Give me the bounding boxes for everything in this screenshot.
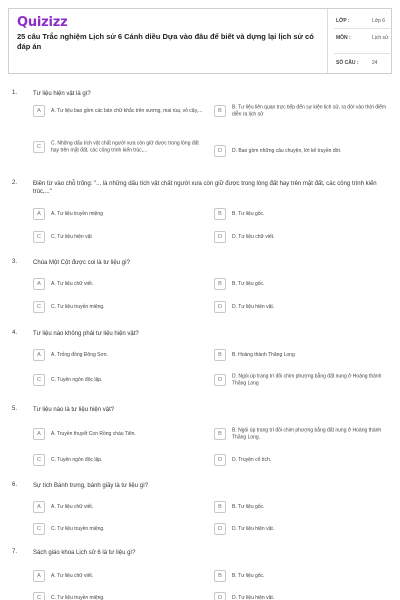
option-letter-box: B: [214, 428, 226, 440]
question-number: 1.: [12, 90, 18, 96]
answer-option-b[interactable]: [214, 207, 388, 221]
option-text: B. Tư liệu gốc.: [232, 572, 265, 579]
option-letter-box: C: [33, 592, 45, 600]
option-text: C. Tư liệu truyền miệng.: [51, 525, 105, 532]
count-value: 24: [372, 60, 378, 66]
option-letter-box: B: [214, 105, 226, 117]
option-letter-box: B: [214, 278, 226, 290]
option-text: B. Tư liệu gốc.: [232, 280, 265, 287]
answer-option-a[interactable]: [33, 427, 207, 441]
question-number: 3.: [12, 259, 18, 265]
question-number: 2.: [12, 180, 18, 186]
option-text: B. Tư liệu liên quan trực tiếp đến sự kiện lịch sử, ra đời vào thời điểm diễn ra lịch sử: [232, 104, 387, 117]
answer-option-b[interactable]: [214, 348, 388, 362]
option-letter-box: B: [214, 570, 226, 582]
option-letter-box: C: [33, 231, 45, 243]
option-letter-box: B: [214, 501, 226, 513]
worksheet-title: 25 câu Trắc nghiệm Lịch sử 6 Cánh diều Dựa vào đâu để biết và dựng lại lịch sử có đáp án: [17, 32, 314, 51]
option-letter-box: A: [33, 208, 45, 220]
option-letter-box: D: [214, 301, 226, 313]
answer-option-d[interactable]: [214, 591, 388, 600]
answer-option-b[interactable]: [214, 104, 388, 118]
option-text: D. Tư liệu hiện vật.: [232, 594, 275, 600]
option-text: D. Tư liệu hiện vật.: [232, 303, 275, 310]
answer-option-d[interactable]: [214, 144, 388, 158]
question-number: 6.: [12, 482, 18, 488]
meta-divider: [334, 53, 390, 54]
option-letter-box: C: [33, 374, 45, 386]
option-letter-box: C: [33, 523, 45, 535]
subject-label: MÔN :: [336, 35, 351, 41]
option-text: B. Tư liệu gốc.: [232, 210, 265, 217]
question-text: Tư liệu nào không phải tư liệu hiện vật?: [33, 331, 139, 337]
option-letter-box: A: [33, 278, 45, 290]
option-letter-box: C: [33, 301, 45, 313]
option-text: D. Tư liệu chữ viết.: [232, 233, 275, 240]
option-letter-box: B: [214, 349, 226, 361]
option-letter-box: A: [33, 501, 45, 513]
option-letter-box: C: [33, 454, 45, 466]
option-letter-box: D: [214, 592, 226, 600]
worksheet-header: [8, 8, 392, 74]
answer-option-c[interactable]: [33, 300, 207, 314]
option-text: C. Tư liệu truyền miệng.: [51, 594, 105, 600]
option-text: A. Tư liệu bao gồm các bản chữ khắc trên xương, mai rùa, vỏ cây,...: [51, 107, 203, 114]
answer-option-a[interactable]: [33, 277, 207, 291]
option-letter-box: A: [33, 428, 45, 440]
answer-option-b[interactable]: [214, 500, 388, 514]
option-text: A. Truyền thuyết Con Rồng cháu Tiên.: [51, 430, 136, 437]
option-letter-box: D: [214, 454, 226, 466]
option-text: D. Ngói úp trang trí đôi chim phượng bằng đất nung ở Hoàng thành Thăng Long: [232, 373, 382, 386]
count-label: SỐ CÂU :: [336, 60, 359, 66]
option-text: C. Tư liệu truyền miệng.: [51, 303, 105, 310]
answer-option-a[interactable]: [33, 569, 207, 583]
option-text: A. Trống đồng Đông Sơn.: [51, 351, 108, 358]
answer-option-d[interactable]: [214, 300, 388, 314]
option-letter-box: B: [214, 208, 226, 220]
meta-divider: [334, 28, 390, 29]
answer-option-d[interactable]: [214, 369, 388, 391]
option-text: C. Những dấu tích vật chất người xưa còn giữ được trong lòng đất hay trên mặt đất, các công trình kiến trúc,...: [51, 140, 199, 153]
question-number: 7.: [12, 549, 18, 555]
option-letter-box: D: [214, 523, 226, 535]
option-letter-box: D: [214, 374, 226, 386]
answer-option-c[interactable]: [33, 591, 207, 600]
answer-option-a[interactable]: [33, 348, 207, 362]
option-text: B. Tư liệu gốc.: [232, 503, 265, 510]
grade-value: Lớp 6: [372, 18, 386, 24]
answer-option-d[interactable]: [214, 522, 388, 536]
option-text: A. Tư liệu chữ viết.: [51, 503, 94, 510]
option-text: D. Truyện cổ tích.: [232, 456, 272, 463]
grade-label: LỚP :: [336, 18, 350, 24]
option-text: A. Tư liệu chữ viết.: [51, 280, 94, 287]
option-letter-box: D: [214, 145, 226, 157]
answer-option-d[interactable]: [214, 453, 388, 467]
question-number: 5.: [12, 406, 18, 412]
question-text: Điền từ vào chỗ trống: "... là những dấu tích vật chất người xưa còn giữ được trong lòng đất hay trên mặt đất, các công trình kiến trúc,...": [33, 181, 377, 195]
answer-option-c[interactable]: [33, 230, 207, 244]
option-text: C. Tuyên ngôn độc lập.: [51, 456, 103, 463]
subject-value: Lịch sử: [372, 35, 389, 41]
option-letter-box: C: [33, 141, 45, 153]
option-letter-box: A: [33, 570, 45, 582]
option-text: D. Bao gồm những câu chuyện, lời kể truyền đời.: [232, 147, 342, 154]
answer-option-c[interactable]: [33, 373, 207, 387]
question-text: Tư liệu nào là tư liệu hiện vật?: [33, 407, 115, 413]
option-letter-box: A: [33, 349, 45, 361]
option-text: A. Tư liệu chữ viết.: [51, 572, 94, 579]
option-text: C. Tư liệu hiện vật: [51, 233, 92, 240]
question-text: Sự tích Bánh trưng, bánh giầy là tư liệu gì?: [33, 483, 149, 489]
answer-option-c[interactable]: [33, 453, 207, 467]
option-letter-box: D: [214, 231, 226, 243]
option-text: D. Tư liệu hiện vật.: [232, 525, 275, 532]
option-text: B. Ngói úp trang trí đôi chim phượng bằng đất nung ở Hoàng thành Thăng Long.: [232, 427, 382, 440]
answer-option-c[interactable]: [33, 136, 207, 158]
answer-option-b[interactable]: [214, 569, 388, 583]
answer-option-c[interactable]: [33, 522, 207, 536]
answer-option-d[interactable]: [214, 230, 388, 244]
question-text: Sách giáo khoa Lịch sử 6 là tư liệu gì?: [33, 550, 136, 556]
quizizz-logo[interactable]: Quizizz: [17, 15, 68, 30]
question-text: Tư liệu hiện vật là gì?: [33, 91, 91, 97]
answer-option-b[interactable]: [214, 277, 388, 291]
option-text: B. Hoàng thành Thăng Long: [232, 351, 295, 358]
meta-panel: [327, 9, 393, 73]
question-number: 4.: [12, 330, 18, 336]
option-text: A. Tư liệu truyền miệng: [51, 210, 103, 217]
answer-option-a[interactable]: [33, 104, 207, 118]
option-letter-box: A: [33, 105, 45, 117]
answer-option-a[interactable]: [33, 500, 207, 514]
answer-option-b[interactable]: [214, 423, 388, 445]
option-text: C. Tuyên ngôn độc lập.: [51, 376, 103, 383]
question-text: Chùa Một Cột được coi là tư liệu gì?: [33, 260, 131, 266]
answer-option-a[interactable]: [33, 207, 207, 221]
